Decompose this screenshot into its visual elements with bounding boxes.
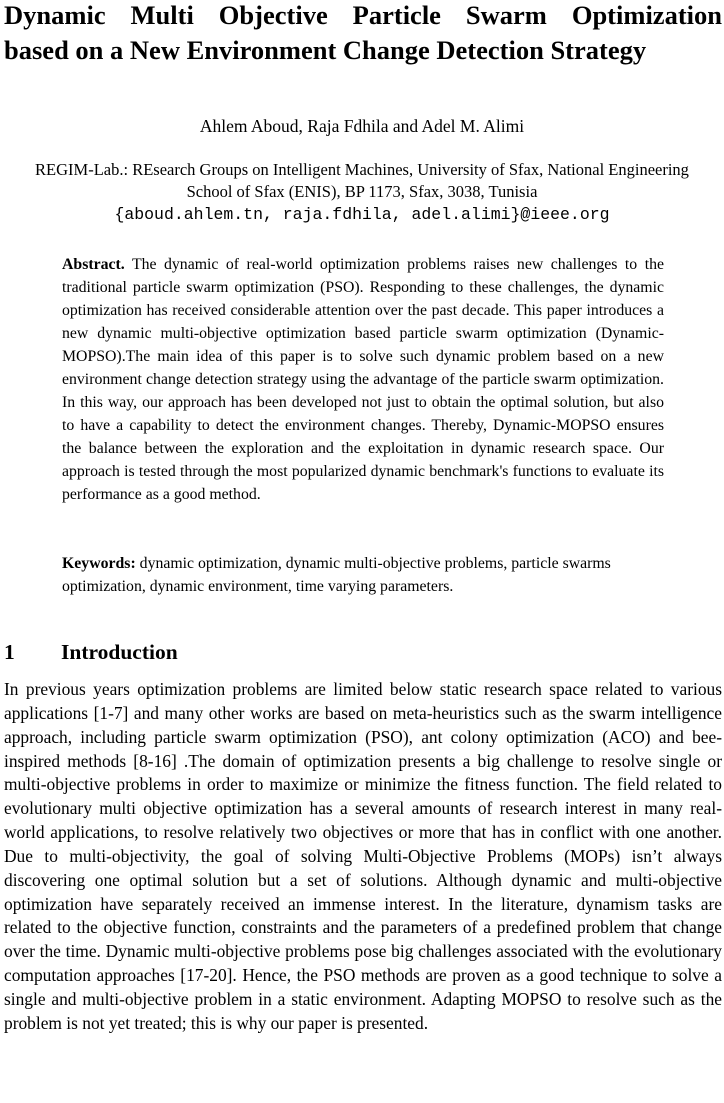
title-line-1: Dynamic Multi Objective Particle Swarm Optimization (4, 0, 722, 30)
abstract-label: Abstract. (62, 256, 125, 273)
title-line-2: based on a New Environment Change Detection Strategy (4, 35, 647, 65)
abstract-text: The dynamic of real-world optimization problems raises new challenges to the traditional particle swarm optimization (PSO). Responding to these challenges, the dynamic optimization has received considerable attention over the past decade. This paper introduces a new dynamic multi-objective optimization based particle swarm optimization (Dynamic-MOPSO).The main idea of this paper is to solve such dynamic problem based on a new environment change detection strategy using the advantage of the particle swarm optimization. In this way, our approach has been developed not just to obtain the optimal solution, but also to have a capability to detect the environment changes. Thereby, Dynamic-MOPSO ensures the balance between the exploration and the exploitation in dynamic research space. Our approach is tested through the most popularized dynamic benchmark's functions to evaluate its performance as a good method. (62, 256, 664, 504)
keywords (62, 552, 664, 598)
introduction-paragraph: In previous years optimization problems are limited below static research space related to various applications [1-7] and many other works are based on meta-heuristics such as the swarm intelligence approach, including particle swarm optimization (PSO), ant colony optimization (ACO) and bee-inspired methods [8-16] .The domain of optimization presents a big challenge to resolve single or multi-objective problems in order to maximize or minimize the fitness function. The field related to evolutionary multi objective optimization has a several amounts of research interest in many real-world applications, to resolve relatively two objectives or more that has in conflict with one another. Due to multi-objectivity, the goal of solving Multi-Objective Problems (MOPs) isn’t always discovering one optimal solution but a set of solutions. Although dynamic and multi-objective optimization have separately received an immense interest. In the literature, dynamism tasks are related to the objective function, constraints and the parameters of a predefined problem that change over the time. Dynamic multi-objective problems pose big challenges associated with the evolutionary computation approaches [17-20]. Hence, the PSO methods are proven as a good technique to solve a single and multi-objective problem in a static environment. Adapting MOPSO to resolve such as the problem is not yet treated; this is why our paper is presented. (4, 679, 722, 1033)
keywords-label: Keywords: (62, 555, 136, 572)
section-title: Introduction (61, 640, 178, 664)
affiliation: REGIM-Lab.: REsearch Groups on Intelligent Machines, University of Sfax, National Engineering School of Sfax (ENIS), BP 1173, Sfax, 3038, Tunisia (35, 160, 689, 201)
author-emails: {aboud.ahlem.tn, raja.fdhila, adel.alimi}@ieee.org (114, 205, 610, 224)
section-heading-introduction (4, 637, 178, 667)
paper-title (4, 0, 722, 68)
section-number: 1 (4, 640, 15, 664)
abstract (62, 253, 664, 507)
author-list: Ahlem Aboud, Raja Fdhila and Adel M. Alimi (199, 116, 525, 136)
keywords-text: dynamic optimization, dynamic multi-objective problems, particle swarms optimization, dynamic environment, time varying parameters. (62, 555, 611, 596)
